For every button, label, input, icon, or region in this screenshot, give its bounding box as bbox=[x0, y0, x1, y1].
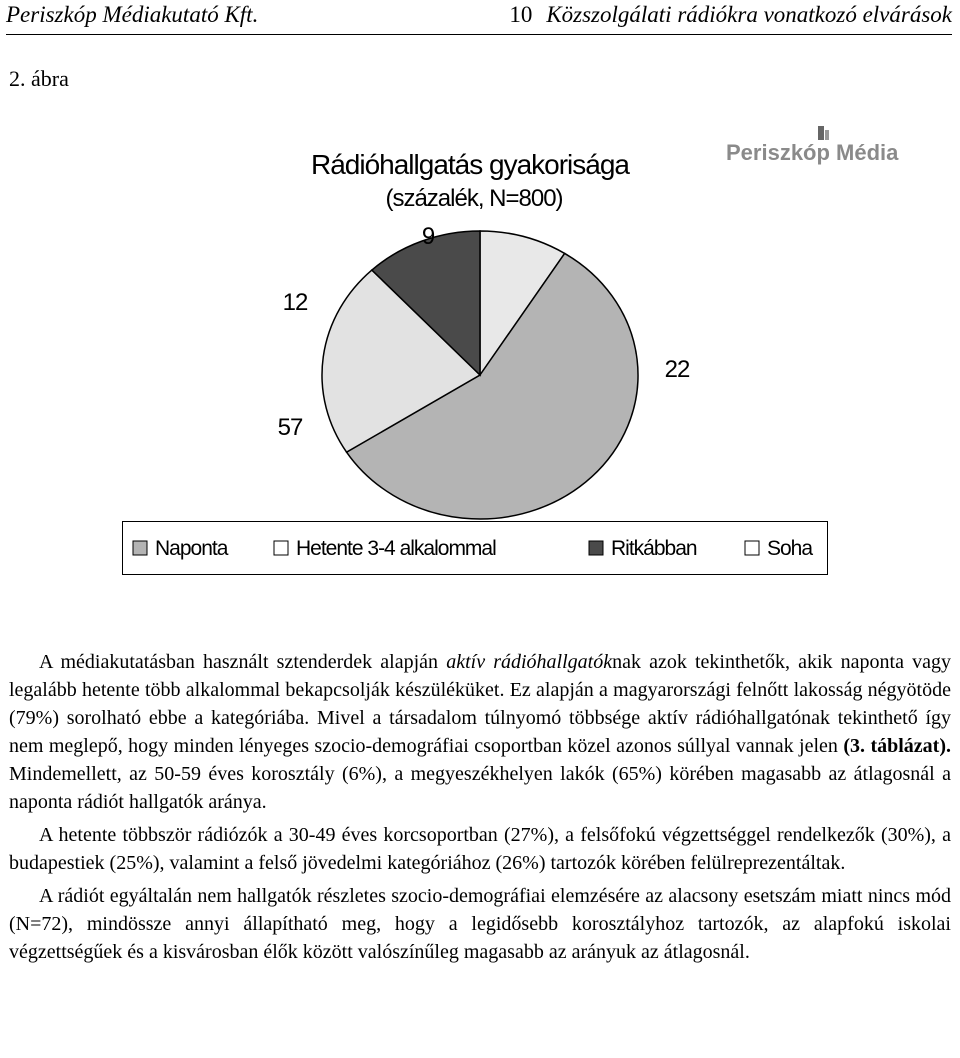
legend-swatch bbox=[589, 541, 603, 555]
legend-item-soha bbox=[745, 537, 813, 560]
legend-swatch bbox=[133, 541, 147, 555]
pie-label-naponta: 57 bbox=[277, 414, 303, 441]
legend-label: Hetente 3-4 alkalommal bbox=[296, 537, 496, 560]
page-number: 10 bbox=[509, 2, 533, 27]
paragraph-1: A médiakutatásban használt sztenderdek alapján aktív rádióhallgatóknak azok tekinthetők, akik naponta vagy legalább hetente több alkalommal bekapcsolják készüléküket. Ez alapján a magyarországi felnőtt lakosság négyötöde (79%) sorolható ebbe a kategóriába. Mivel a társadalom túlnyomó többsége aktív rádióhallgatónak tekinthető így nem meglepő, hogy minden lényeges szocio-demográfiai csoportban közel azonos súllyal vannak jelen (3. táblázat). Mindemellett, az 50-59 éves korosztály (6%), a megyeszékhelyen lakók (65%) körében magasabb az átlagosnál a naponta rádiót hallgatók aránya. bbox=[9, 651, 952, 813]
legend-swatch bbox=[745, 541, 759, 555]
paragraph-3: A rádiót egyáltalán nem hallgatók részletes szocio-demográfiai elemzésére az alacsony esetszám miatt nincs mód (N=72), mindössze annyi állapítható meg, hogy a legidősebb korosztályhoz tartozók, az alapfokú iskolai végzettségűek és a kisvárosban élők között valószínűleg magasabb az arányuk az átlagosnál. bbox=[9, 885, 951, 963]
legend-label: Ritkábban bbox=[611, 537, 697, 560]
logo-text: Periszkóp Média bbox=[726, 140, 899, 165]
table-reference: (3. táblázat). bbox=[843, 735, 951, 757]
legend-item-hetente-3-4-alkalommal bbox=[274, 537, 496, 560]
legend-label: Naponta bbox=[155, 537, 228, 560]
legend-item-naponta bbox=[133, 537, 229, 560]
page-header bbox=[6, 0, 952, 35]
legend-item-ritk-bban bbox=[589, 537, 697, 560]
header-company: Periszkóp Médiakutató Kft. bbox=[6, 2, 259, 27]
chart-subtitle: (százalék, N=800) bbox=[385, 185, 563, 212]
pie-chart bbox=[0, 130, 960, 520]
paragraph-2: A hetente többször rádiózók a 30-49 éves korcsoportban (27%), a felsőfokú végzettséggel rendelkezők (30%), a budapestiek (25%), valamint a felső jövedelmi kategóriához (26%) tartozók körében felülreprezentáltak. bbox=[9, 824, 951, 874]
periszkop-logo bbox=[722, 122, 912, 170]
legend-label: Soha bbox=[767, 537, 813, 560]
chart-legend bbox=[122, 521, 828, 575]
pie-label-soha: 9 bbox=[421, 223, 435, 250]
chart-title: Rádióhallgatás gyakorisága bbox=[311, 149, 629, 180]
body-text bbox=[9, 648, 951, 971]
pie-label-ritk-bban: 12 bbox=[282, 289, 308, 316]
legend-swatch bbox=[274, 541, 288, 555]
header-section-title: Közszolgálati rádiókra vonatkozó elvárások bbox=[546, 2, 952, 27]
figure-label: 2. ábra bbox=[9, 66, 69, 91]
header-section bbox=[509, 2, 952, 28]
pie-label-hetente-3-4-alkalommal: 22 bbox=[664, 356, 690, 383]
emphasis-active-listeners: aktív rádióhallgatók bbox=[446, 651, 613, 673]
